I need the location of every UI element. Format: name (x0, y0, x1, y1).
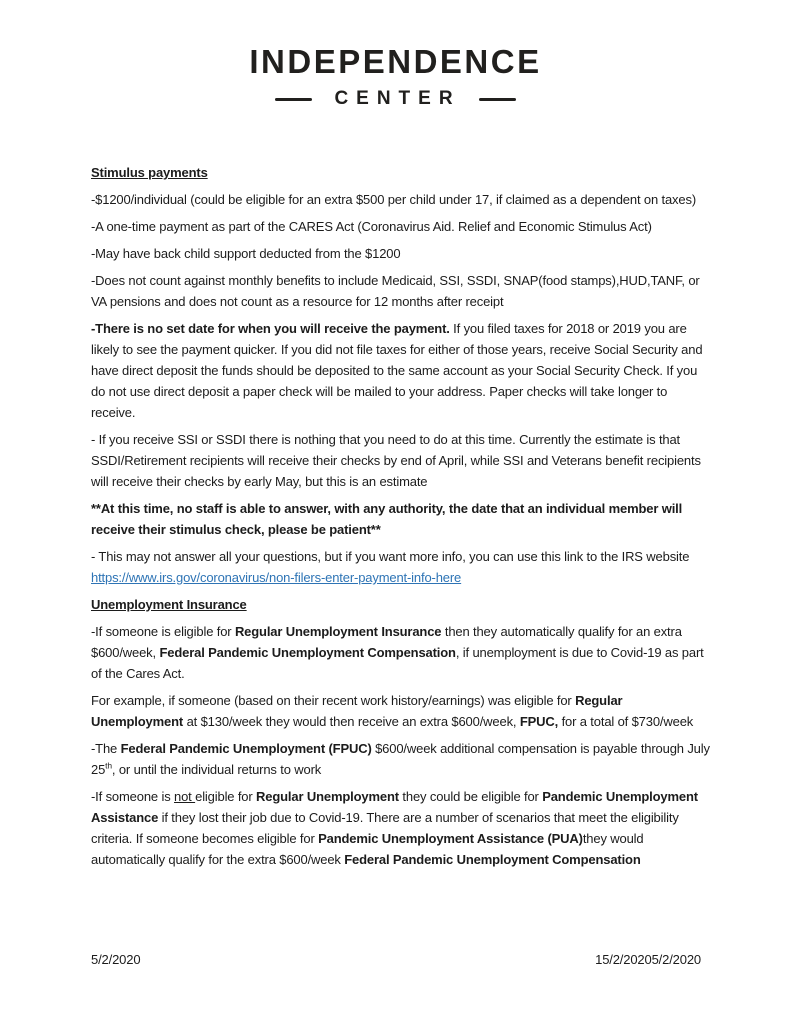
paragraph (91, 216, 711, 237)
text-run: - This may not answer all your questions, but if you want more info, you can use this link to the IRS website (91, 549, 690, 564)
paragraph (91, 429, 711, 492)
irs-hyperlink[interactable]: https://www.irs.gov/coronavirus/non-filers-enter-payment-info-here (91, 570, 462, 585)
text-run: not (174, 789, 196, 804)
text-run: Federal Pandemic Unemployment Compensation (344, 852, 641, 867)
logo-title: INDEPENDENCE (249, 43, 542, 80)
text-run: Stimulus payments (91, 165, 208, 180)
text-run: -If someone is (91, 789, 175, 804)
logo (0, 44, 791, 110)
logo-subtitle: CENTER (334, 88, 461, 110)
footer-date-right: 15/2/20205/2/2020 (595, 952, 701, 967)
paragraph (91, 690, 711, 732)
text-run: -$1200/individual (could be eligible for an extra $500 per child under 17, if claimed as a dependent on taxes) (91, 192, 697, 207)
text-run: Federal Pandemic Unemployment (FPUC) (120, 741, 372, 756)
text-run: -If someone is eligible for (91, 624, 235, 639)
text-run: , if unemployment is due to Covid-19 as part of the Cares Act. (91, 645, 704, 681)
text-run: for a total of $730/week (558, 714, 694, 729)
text-run: Regular Unemployment Insurance (234, 624, 442, 639)
section-heading (91, 594, 711, 615)
paragraph (91, 318, 711, 423)
text-run: they could be eligible for (398, 789, 543, 804)
text-run: $600/week additional compensation is payable through July 25 (91, 741, 710, 777)
text-run: - If you receive SSI or SSDI there is nothing that you need to do at this time. Currently the estimate is that SSDI/Retirement recipients will receive their checks by end of April, while SSI and Veterans benefit recipients will receive their checks by early May, but this is an estimate (91, 432, 701, 489)
paragraph (91, 738, 711, 780)
text-run: at $130/week they would then receive an extra $600/week, (183, 714, 520, 729)
text-run: if they lost their job due to Covid-19. There are a number of scenarios that meet the eligibility criteria. If someone becomes eligible for (91, 810, 679, 846)
text-run: Regular Unemployment (91, 693, 623, 729)
paragraph (91, 189, 711, 210)
paragraph (91, 546, 711, 588)
text-run: Pandemic Unemployment Assistance (91, 789, 698, 825)
text-run: then they automatically qualify for an extra $600/week, (91, 624, 682, 660)
paragraph (91, 243, 711, 264)
document-body (91, 162, 711, 876)
text-run: For example, if someone (based on their recent work history/earnings) was eligible for (91, 693, 576, 708)
text-run: If you filed taxes for 2018 or 2019 you are likely to see the payment quicker. If you did not file taxes for either of those years, receive Social Security and have direct deposit the funds should be deposited to the same account as your Social Security Check. If you do not use direct deposit a paper check will be mailed to your address. Paper checks will take longer to receive. (91, 321, 703, 420)
paragraph (91, 786, 711, 870)
text-run: FPUC, (519, 714, 559, 729)
text-run: -The (91, 741, 121, 756)
text-run: Federal Pandemic Unemployment Compensation (159, 645, 456, 660)
text-run: Pandemic Unemployment Assistance (PUA) (318, 831, 583, 846)
text-run: Unemployment Insurance (91, 597, 247, 612)
logo-right-dash (479, 98, 516, 102)
text-run: **At this time, no staff is able to answer, with any authority, the date that an individual member will receive their stimulus check, please be patient** (91, 501, 683, 537)
text-run: , or until the individual returns to work (111, 762, 322, 777)
text-run: -May have back child support deducted from the $1200 (91, 246, 401, 261)
paragraph (91, 498, 711, 540)
text-run: -Does not count against monthly benefits to include Medicaid, SSI, SSDI, SNAP(food stamps),HUD,TANF, or VA pensions and does not count as a resource for 12 months after receipt (91, 273, 700, 309)
text-run: th (105, 760, 112, 771)
text-run: eligible for (195, 789, 257, 804)
text-run: they would automatically qualify for the extra $600/week (91, 831, 644, 867)
footer-date-left: 5/2/2020 (91, 952, 141, 967)
text-run: Regular Unemployment (256, 789, 399, 804)
section-heading (91, 162, 711, 183)
paragraph (91, 270, 711, 312)
text-run: -There is no set date for when you will receive the payment. (91, 321, 450, 336)
text-run: -A one-time payment as part of the CARES Act (Coronavirus Aid. Relief and Economic Stimulus Act) (91, 219, 652, 234)
logo-subtitle-row (0, 88, 791, 110)
logo-left-dash (275, 98, 312, 102)
paragraph (91, 621, 711, 684)
document-footer (91, 952, 701, 967)
